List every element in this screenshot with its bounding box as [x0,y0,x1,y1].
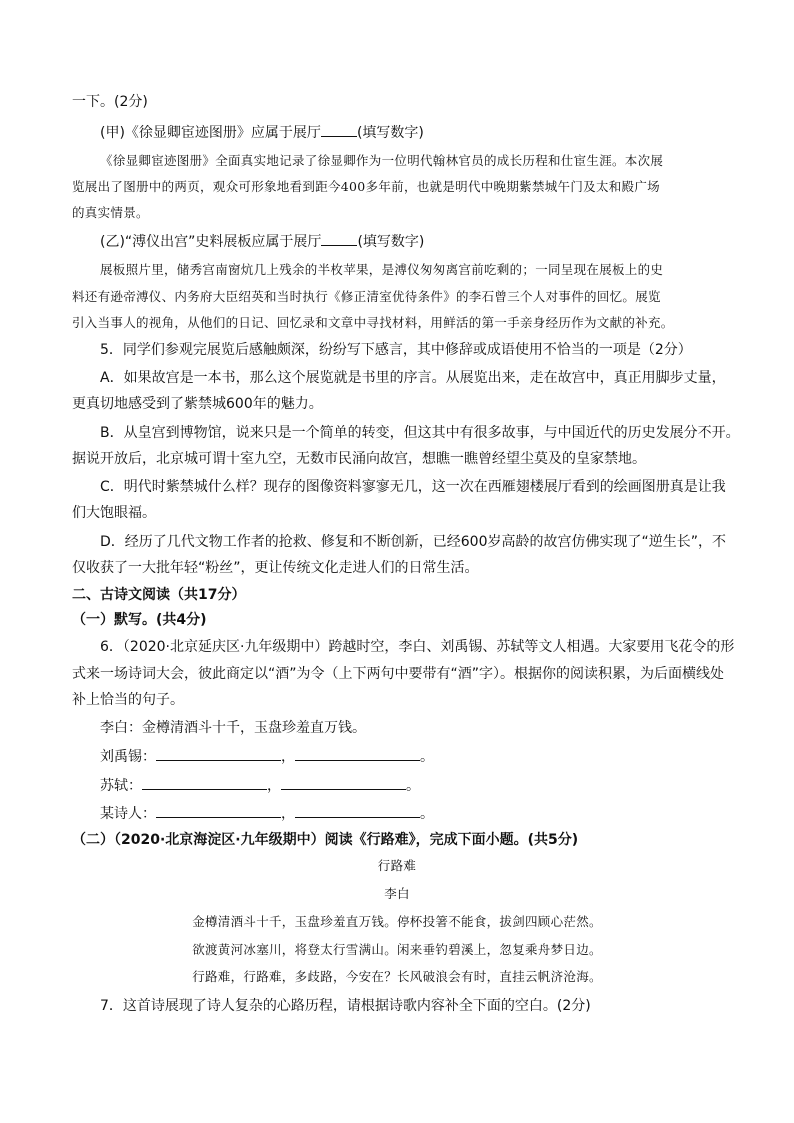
option-d: D．经历了几代文物工作者的抢救、修复和不断创新，已经600岁高龄的故宫仿佛实现了“逆生长”，不 [100,534,727,550]
subsection-heading: （一）默写。(共4分) [72,612,207,628]
option-a-cont: 更真切地感受到了紫禁城600年的魅力。 [72,396,323,412]
question-7: 7．这首诗展现了诗人复杂的心路历程，请根据诗歌内容补全下面的空白。(2分) [100,998,591,1014]
question-5: 5．同学们参观完展览后感触颇深，纷纷写下感言，其中修辞或成语使用不恰当的一项是（2分） [100,342,692,358]
material-text: 料还有逊帝溥仪、内务府大臣绍英和当时执行《修正清室优待条件》的李石曾三个人对事件的回忆。展览 [72,289,661,304]
poem-author: 李白 [384,886,410,901]
answer-blank[interactable] [142,775,267,790]
poem-title: 行路难 [377,858,417,873]
poem-line: 欲渡黄河冰塞川，将登太行雪满山。闲来垂钓碧溪上，忽复乘舟梦日边。 [192,942,602,957]
option-d-cont: 仅收获了一大批年轻“粉丝”，更让传统文化走进人们的日常生活。 [72,560,479,576]
question-6-cont: 补上恰当的句子。 [72,692,184,708]
option-b: B．从皇宫到博物馆，说来只是一个简单的转变，但这其中有很多故事，与中国近代的历史发展分不开。 [100,425,740,441]
material-text: 引入当事人的视角，从他们的日记、回忆录和文章中寻找材料，用鲜活的第一手亲身经历作为文献的补充。 [72,315,674,330]
question-yi: (乙)“溥仪出宫”史料展板应属于展厅 (填写数字) [100,231,424,252]
fill-liuyuxi: 刘禹锡： ， 。 [100,746,434,767]
material-text: 览展出了图册中的两页，观众可形象地看到距今400多年前，也就是明代中晚期紫禁城午门及太和殿广场 [72,179,660,194]
poem-line-libai: 李白：金樽清酒斗十千，玉盘珍羞直万钱。 [100,720,366,736]
fill-mou-shiren: 某诗人： ， 。 [100,803,434,824]
material-text: 的真实情景。 [72,205,149,220]
answer-blank[interactable] [156,803,281,818]
question-jia: (甲)《徐显卿宦迹图册》应属于展厅 (填写数字) [100,122,424,143]
poem-line: 行路难，行路难，多歧路，今安在？长风破浪会有时，直挂云帆济沧海。 [192,969,602,984]
answer-blank[interactable] [156,746,281,761]
answer-blank[interactable] [281,775,406,790]
poem-line: 金樽清酒斗十千，玉盘珍羞直万钱。停杯投箸不能食，拔剑四顾心茫然。 [192,914,602,929]
answer-blank[interactable] [321,231,357,246]
answer-blank[interactable] [295,746,420,761]
section-heading: 二、古诗文阅读（共17分） [72,587,246,603]
question-6: 6．（2020·北京延庆区·九年级期中）跨越时空，李白、刘禹锡、苏轼等文人相遇。大家要用飞花令的形 [100,639,735,655]
option-b-cont: 据说开放后，北京城可谓十室九空，无数市民涌向故宫，想瞧一瞧曾经望尘莫及的皇家禁地。 [72,451,646,467]
option-a: A．如果故宫是一本书，那么这个展览就是书里的序言。从展览出来，走在故宫中，真正用脚步丈量， [100,370,726,386]
option-c: C．明代时紫禁城什么样？现存的图像资料寥寥无几，这一次在西雁翅楼展厅看到的绘画图册真是让我 [100,479,726,495]
option-c-cont: 们大饱眼福。 [72,505,156,521]
fill-sushi: 苏轼： ， 。 [100,775,420,796]
material-text: 展板照片里，储秀宫南窗炕几上残余的半枚苹果，是溥仪匆匆离宫前吃剩的；一同呈现在展板上的史 [100,262,664,277]
material-text: 《徐显卿宦迹图册》全面真实地记录了徐显卿作为一位明代翰林官员的成长历程和仕宦生涯。本次展 [100,153,664,168]
answer-blank[interactable] [321,122,357,137]
answer-blank[interactable] [295,803,420,818]
question-6-cont: 式来一场诗词大会，彼此商定以“酒”为令（上下两句中要带有“酒”字）。根据你的阅读积累，为后面横线处 [72,666,725,682]
subsection-heading-2: （二）（2020·北京海淀区·九年级期中）阅读《行路难》，完成下面小题。(共5分) [72,832,579,848]
text-line: 一下。(2分) [72,94,148,110]
